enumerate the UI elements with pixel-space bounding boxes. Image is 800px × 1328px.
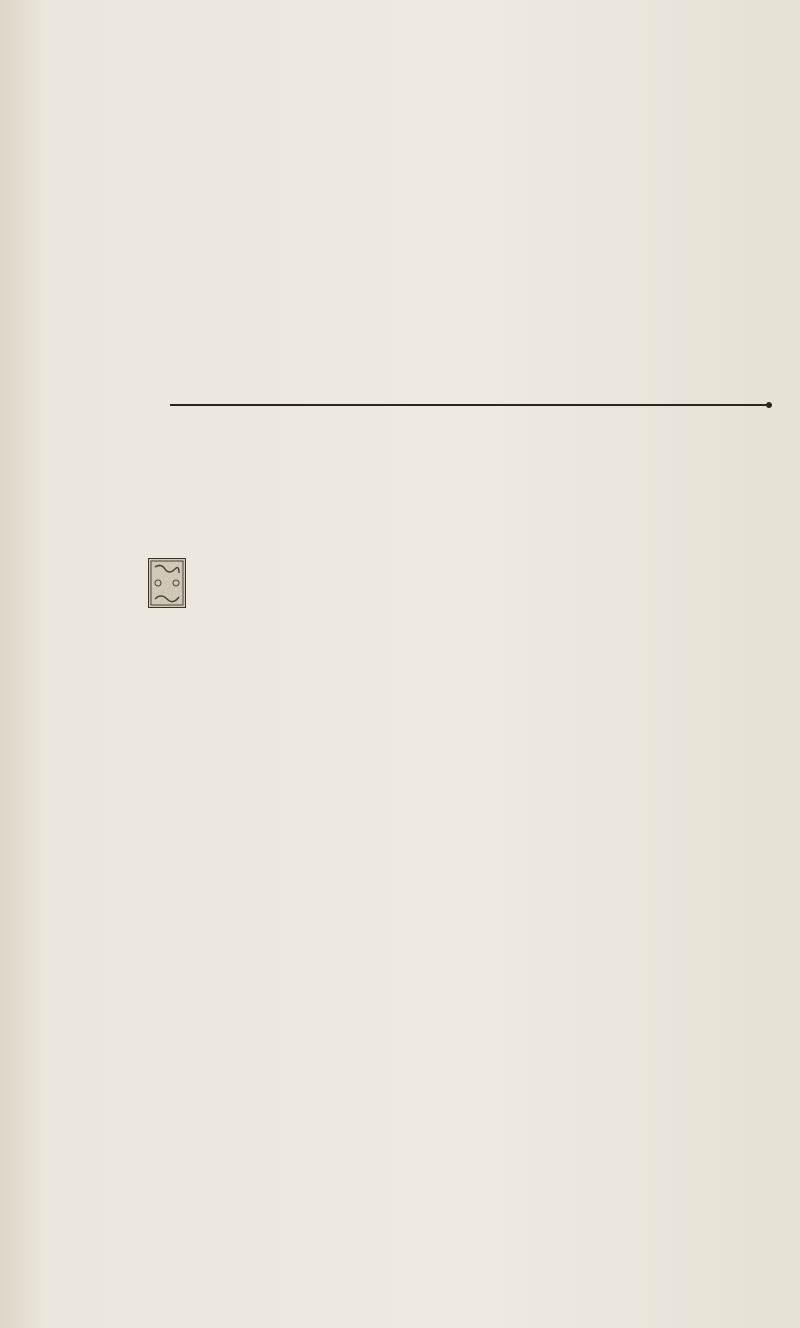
decorated-initial	[148, 558, 186, 608]
section-divider	[170, 404, 770, 406]
page-header	[150, 40, 770, 80]
